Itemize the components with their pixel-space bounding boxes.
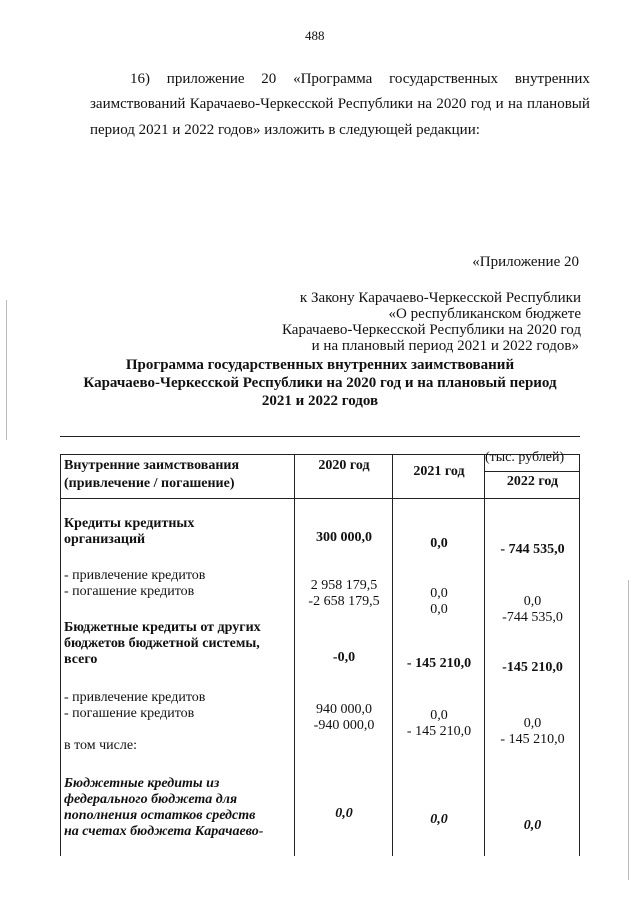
annex-line-2: к Закону Карачаево-Черкесской Республики [299, 290, 581, 306]
row-budget-detail-2021-a: 0,0 [430, 708, 448, 723]
row-budget-detail-2022-b: - 145 210,0 [500, 732, 565, 747]
annex-line-1: «Приложение 20 [472, 254, 579, 270]
row-credit-orgs-detail-label-1: - привлечение кредитов [64, 568, 206, 583]
intro-word: плановый [527, 96, 590, 112]
table-border-right [579, 454, 580, 856]
row-credit-orgs-2022-a: 0,0 [523, 594, 542, 609]
annex-line-4: Карачаево-Черкесской Республики на 2020 год [282, 322, 581, 338]
intro-word: год [470, 96, 492, 112]
header-2020: 2020 год [318, 458, 370, 473]
row-budget-detail-2020-a: 940 000,0 [316, 702, 372, 717]
intro-word: внутренних [514, 71, 590, 87]
intro-word: на [507, 96, 523, 112]
intro-word: Карачаево-Черкесской [189, 96, 334, 112]
row-budget-detail-2021-b: - 145 210,0 [406, 724, 472, 739]
program-title-line-3: 2021 и 2022 годов [261, 393, 379, 409]
row-including-label: в том числе: [64, 738, 137, 753]
row-federal-2021: 0,0 [430, 812, 448, 827]
table-units-line [484, 471, 580, 472]
row-federal-2022: 0,0 [523, 818, 542, 833]
scan-margin-mark [628, 580, 629, 880]
row-credit-orgs-2020-a: 2 958 179,5 [310, 578, 378, 593]
row-budget-credits-label-2: бюджетов бюджетной системы, [64, 636, 260, 651]
row-credit-orgs-2020: 300 000,0 [316, 530, 372, 545]
intro-line-1 [130, 67, 590, 91]
row-credit-orgs-label-2: организаций [64, 532, 146, 547]
row-credit-orgs-2021-b: 0,0 [430, 602, 448, 617]
row-credit-orgs-2021: 0,0 [430, 536, 448, 551]
row-credit-orgs-detail-label-2: - погашение кредитов [64, 584, 195, 599]
row-budget-credits-label-1: Бюджетные кредиты от других [64, 620, 261, 635]
intro-word: Республики [337, 96, 413, 112]
units-label: (тыс. рублей) [485, 450, 565, 465]
row-credit-orgs-2020-b: -2 658 179,5 [308, 594, 380, 609]
row-budget-detail-label-1: - привлечение кредитов [64, 690, 206, 705]
header-2021: 2021 год [413, 464, 465, 479]
intro-word: 2020 [436, 96, 467, 112]
row-budget-detail-label-2: - погашение кредитов [64, 706, 195, 721]
row-federal-label-1: Бюджетные кредиты из [64, 776, 220, 791]
table-border-left [60, 454, 61, 856]
row-credit-orgs-2022: - 744 535,0 [500, 542, 565, 557]
row-budget-detail-2022-a: 0,0 [523, 716, 542, 731]
row-credit-orgs-2022-b: -744 535,0 [502, 610, 563, 625]
intro-word: 20 [261, 71, 277, 87]
intro-word: на [417, 96, 433, 112]
table-border-top [60, 436, 580, 437]
row-credit-orgs-label-1: Кредиты кредитных [64, 516, 195, 531]
intro-word: 16) [130, 71, 150, 87]
header-2022: 2022 год [506, 474, 559, 489]
program-title-line-2: Карачаево-Черкесской Республики на 2020 год и на плановый период [83, 375, 557, 391]
table-header-bottom-line [60, 498, 580, 499]
intro-word: приложение [166, 71, 245, 87]
row-budget-credits-2021: - 145 210,0 [406, 656, 472, 671]
intro-line-3: период 2021 и 2022 годов» изложить в следующей редакции: [90, 122, 480, 138]
program-title-line-1: Программа государственных внутренних заимствований [125, 357, 515, 373]
row-budget-credits-2020: -0,0 [332, 650, 356, 665]
row-federal-2020: 0,0 [335, 806, 353, 821]
row-budget-detail-2020-b: -940 000,0 [313, 718, 375, 733]
intro-word: заимствований [90, 96, 186, 112]
row-credit-orgs-2021-a: 0,0 [430, 586, 448, 601]
annex-line-5: и на плановый период 2021 и 2022 годов» [311, 338, 579, 354]
row-federal-label-2: федерального бюджета для [64, 792, 238, 807]
row-budget-credits-2022: -145 210,0 [502, 660, 563, 675]
annex-line-3: «О республиканском бюджете [388, 306, 581, 322]
row-federal-label-4: на счетах бюджета Карачаево- [64, 824, 264, 839]
row-federal-label-3: пополнения остатков средств [64, 808, 256, 823]
intro-word: «Программа [293, 71, 373, 87]
intro-line-2 [90, 92, 590, 116]
intro-word: и [495, 96, 504, 112]
intro-word: государственных [389, 71, 499, 87]
header-col1-line-1: Внутренние заимствования [64, 458, 240, 473]
header-col1-line-2: (привлечение / погашение) [64, 476, 235, 491]
scan-margin-mark [6, 300, 7, 440]
row-budget-credits-label-3: всего [64, 652, 98, 667]
table-col-divider-3 [484, 454, 485, 856]
page-number: 488 [305, 28, 325, 43]
